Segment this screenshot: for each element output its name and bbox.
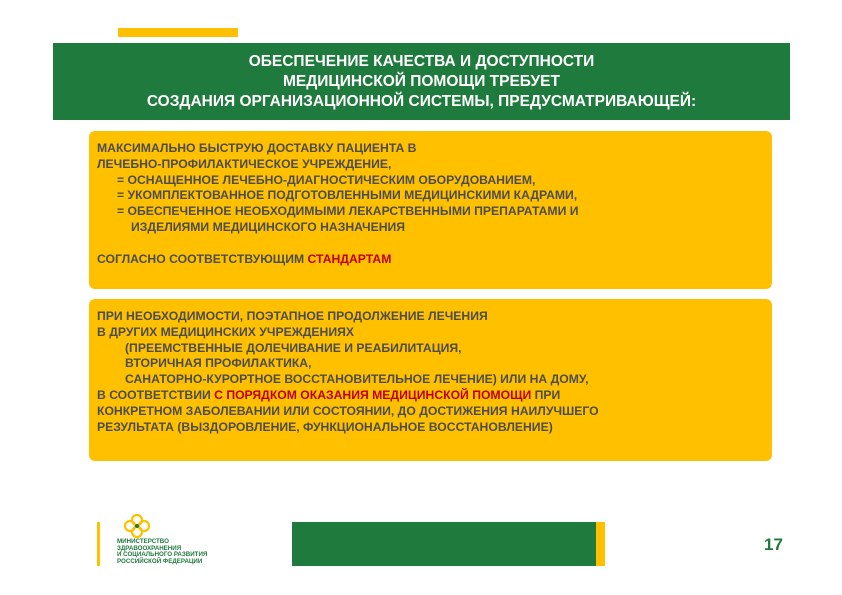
ministry-name <box>117 539 207 565</box>
delivery-requirements-card <box>89 131 772 289</box>
footer-green-bar <box>292 522 596 566</box>
procedure-suffix: ПРИ <box>531 387 561 402</box>
treatment-continuation-card <box>89 299 772 461</box>
card2-line-1: ПРИ НЕОБХОДИМОСТИ, ПОЭТАПНОЕ ПРОДОЛЖЕНИЕ ЛЕЧЕНИЯ <box>97 309 488 323</box>
card1-medicines-item: = ОБЕСПЕЧЕННОЕ НЕОБХОДИМЫМИ ЛЕКАРСТВЕННЫМИ ПРЕПАРАТАМИ И <box>117 204 579 219</box>
title-line-1: ОБЕСПЕЧЕНИЕ КАЧЕСТВА И ДОСТУПНОСТИ <box>248 52 595 70</box>
card1-staffing-item: = УКОМПЛЕКТОВАННОЕ ПОДГОТОВЛЕННЫМИ МЕДИЦИНСКИМИ КАДРАМИ, <box>117 188 578 203</box>
top-accent-bar <box>118 28 238 37</box>
card2-procedure-line <box>97 388 764 404</box>
ministry-line-3: И СОЦИАЛЬНОГО РАЗВИТИЯ <box>117 551 208 559</box>
card1-standards-line <box>97 252 764 268</box>
card2-line-7: КОНКРЕТНОМ ЗАБОЛЕВАНИИ ИЛИ СОСТОЯНИИ, ДО ДОСТИЖЕНИЯ НАИЛУЧШЕГО <box>97 403 599 418</box>
footer-divider <box>97 522 100 566</box>
card1-equipment-item: = ОСНАЩЕННОЕ ЛЕЧЕБНО-ДИАГНОСТИЧЕСКИМ ОБОРУДОВАНИЕМ, <box>117 172 536 187</box>
title-line-3: СОЗДАНИЯ ОРГАНИЗАЦИОННОЙ СИСТЕМЫ, ПРЕДУСМАТРИВАЮЩЕЙ: <box>146 92 697 110</box>
card1-line-2: ЛЕЧЕБНО-ПРОФИЛАКТИЧЕСКОЕ УЧРЕЖДЕНИЕ, <box>97 156 392 171</box>
card1-medicines-item-cont: ИЗДЕЛИЯМИ МЕДИЦИНСКОГО НАЗНАЧЕНИЯ <box>131 219 406 234</box>
card2-line-2: В ДРУГИХ МЕДИЦИНСКИХ УЧРЕЖДЕНИЯХ <box>97 324 354 339</box>
page-number: 17 <box>764 535 783 554</box>
ministry-emblem-icon <box>117 513 157 539</box>
title-line-2: МЕДИЦИНСКОЙ ПОМОЩИ ТРЕБУЕТ <box>282 72 560 90</box>
footer-yellow-accent <box>596 522 605 566</box>
standards-prefix: СОГЛАСНО СООТВЕТСТВУЮЩИМ <box>97 251 308 266</box>
standards-highlight: СТАНДАРТАМ <box>307 251 392 266</box>
procedure-highlight: С ПОРЯДКОМ ОКАЗАНИЯ МЕДИЦИНСКОЙ ПОМОЩИ <box>214 387 532 402</box>
ministry-line-4: РОССИЙСКОЙ ФЕДЕРАЦИИ <box>117 557 203 565</box>
card2-line-8: РЕЗУЛЬТАТА (ВЫЗДОРОВЛЕНИЕ, ФУНКЦИОНАЛЬНОЕ ВОССТАНОВЛЕНИЕ) <box>97 419 553 434</box>
ministry-line-2: ЗДРАВООХРАНЕНИЯ <box>117 544 182 552</box>
card2-sanatorium-item: САНАТОРНО-КУРОРТНОЕ ВОССТАНОВИТЕЛЬНОЕ ЛЕЧЕНИЕ) ИЛИ НА ДОМУ, <box>125 372 589 387</box>
procedure-prefix: В СООТВЕТСТВИИ <box>97 387 215 402</box>
ministry-line-1: МИНИСТЕРСТВО <box>117 538 169 545</box>
card2-prevention-item: ВТОРИЧНАЯ ПРОФИЛАКТИКА, <box>125 356 312 371</box>
slide-title <box>53 43 790 120</box>
card2-rehab-item: (ПРЕЕМСТВЕННЫЕ ДОЛЕЧИВАНИЕ И РЕАБИЛИТАЦИЯ, <box>125 340 462 355</box>
card1-line-1: МАКСИМАЛЬНО БЫСТРУЮ ДОСТАВКУ ПАЦИЕНТА В <box>97 141 417 155</box>
